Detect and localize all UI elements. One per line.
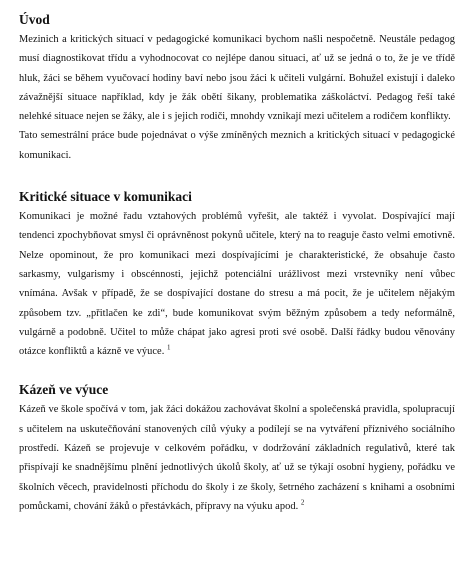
section-heading: Kritické situace v komunikaci — [19, 189, 192, 205]
footnote-marker[interactable]: 2 — [300, 498, 305, 507]
footnote-marker[interactable]: 1 — [167, 343, 171, 352]
section-uvod — [19, 12, 455, 165]
paragraph: Tato semestrální práce bude pojednávat o výše zmíněných meznich a kritických situací v pedagogické komunikaci. — [19, 130, 455, 161]
paragraph-text: Komunikaci je možné řadu vztahových problémů vyřešit, ale taktéž i vyvolat. Dospívající mají tendenci zpochybňovat smysl či oprávněnost pokynů učitele, který na to reaguje často velmi emotivně. Nelze opominout, že pro komunikaci mezi dospívajícími je charakteristické, že obsahuje často sarkasmy, vulgarismy i obscénnosti, jejichž potenciální urážlivost mezi vrstevníky není vůbec vnímána. Avšak v případě, že se dospívající dostane do stresu a má pocit, že je učitelem nějakým způsobem tzv. „přitlačen ke zdi“, bude komunikovat svým běžným způsobem a tedy neformálně, vulgárně a podobně. Učitel to může chápat jako agresi proti své osobě. Další řádky budou věnovány otázce konfliktů a kázně ve výuce. — [19, 211, 455, 358]
paragraph — [19, 207, 455, 361]
paragraph-text: Kázeň ve škole spočívá v tom, jak žáci dokážou zachovávat školní a společenská pravidla, spolupracují s učitelem na uskutečňování stanovených cílů výuky a podílejí se na vytváření příznivého sociálního prostředí. Kázeň se projevuje v celkovém pořádku, v dodržování základních regulativů, které tak přispívají ke snadnějšímu plnění jednotlivých úkolů školy, ať už se týkají osobní hygieny, pořádku ve školních věcech, pravidelnosti příchodu do školy i ze školy, šetrného zacházení s knihami a osobními pomůckami, chování žáků o přestávkách, přípravy na výuku apod. — [19, 404, 455, 512]
section-kriticke-situace — [19, 189, 455, 361]
section-heading: Úvod — [19, 12, 50, 27]
paragraph: Mezinich a kritických situací v pedagogické komunikaci bychom našli nespočetně. Neustále pedagog musí diagnostikovat třídu a vyhodnocovat co nejlépe danou situaci, ať už se jedná o to, že je ve třídě hluk, žáci se během vyučovací hodiny baví nebo jsou žáci k učiteli vulgární. Bohužel existují i daleko závažnější situace například, kdy je žák obětí šikany, problematika záškoláctví. Pedagog řeší také nelehké situace nejen se žáky, ale i s jejich rodiči, mnohdy vznikají mezi učitelem a rodičem konflikty. — [19, 34, 455, 123]
section-heading: Kázeň ve výuce — [19, 382, 109, 398]
paragraph — [19, 400, 455, 516]
section-kazen — [19, 382, 455, 516]
